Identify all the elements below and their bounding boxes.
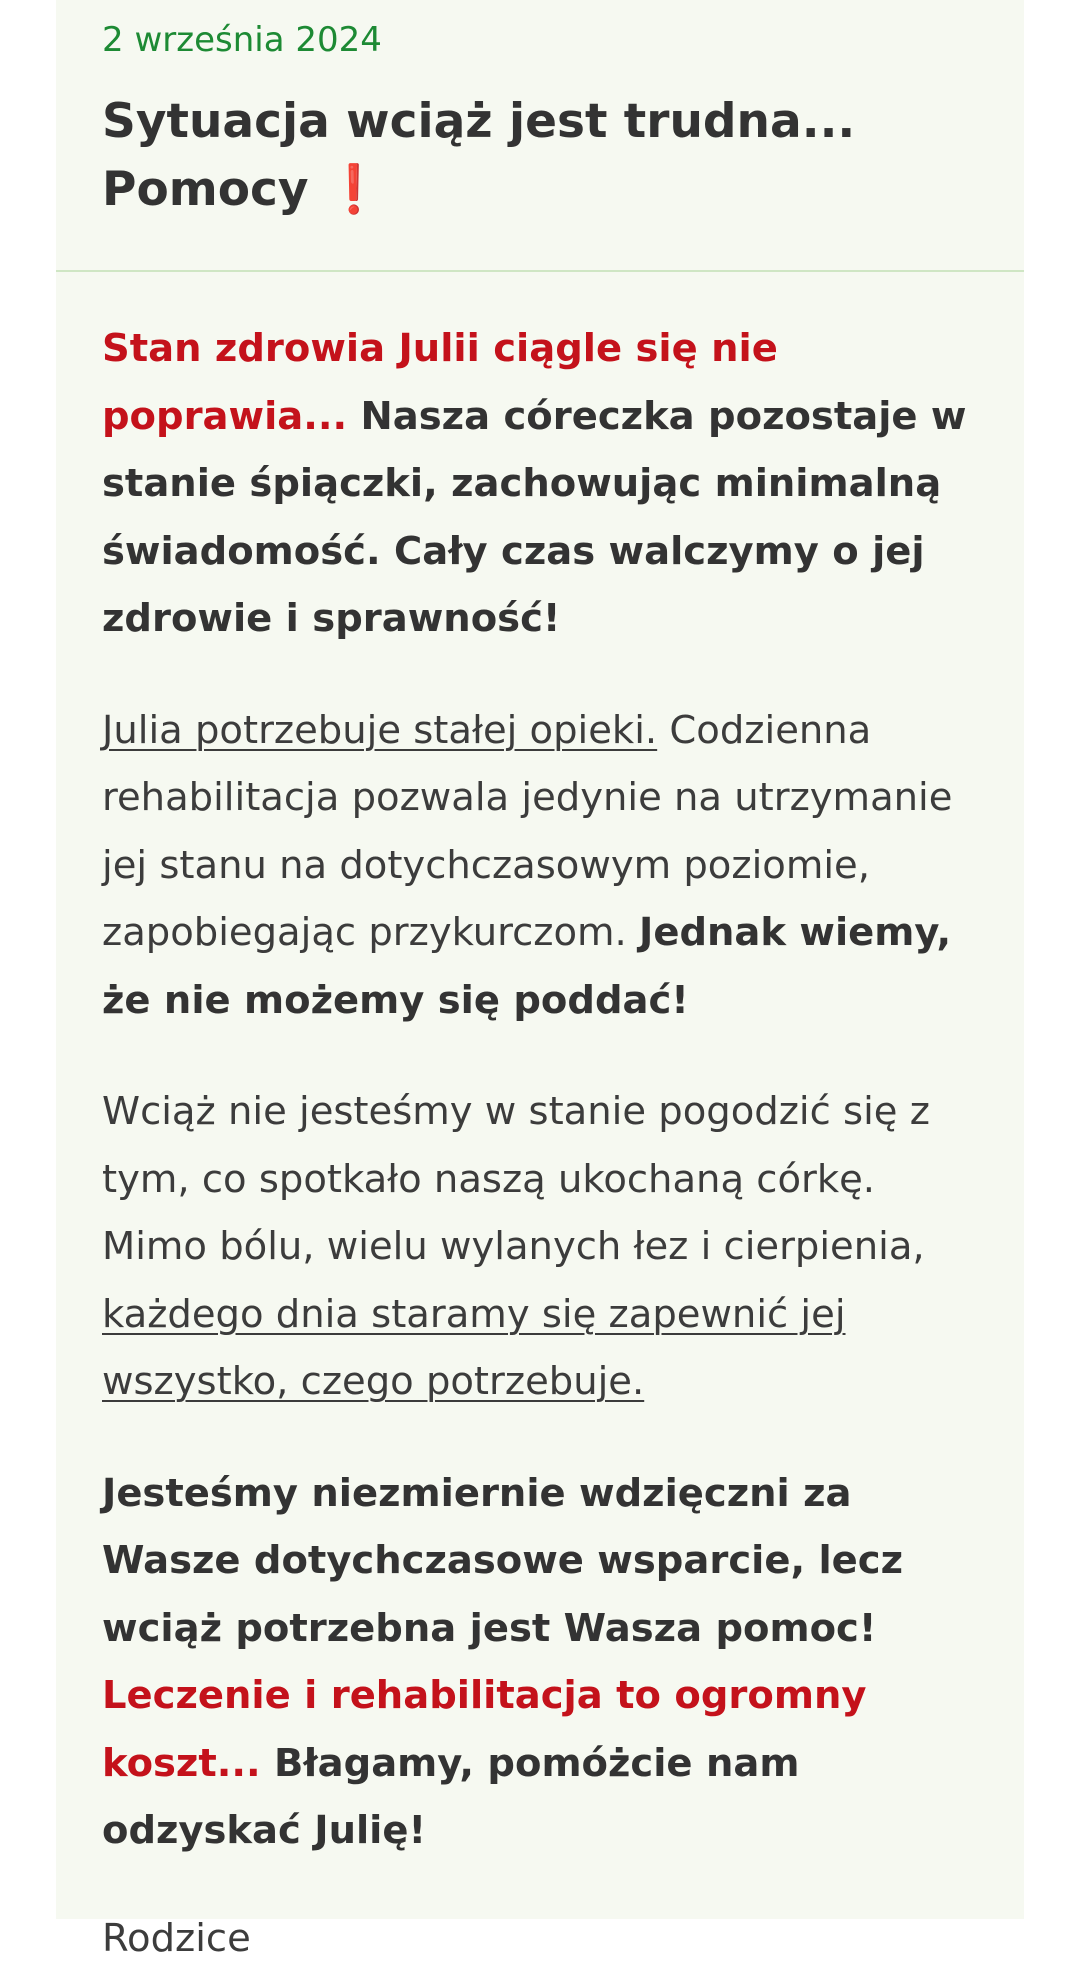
title-line-2: Pomocy xyxy=(102,162,309,217)
title-line-1: Sytuacja wciąż jest trudna... xyxy=(102,94,855,149)
highlight-red-text: Leczenie i rehabilitacja to ogromny koszt... xyxy=(102,1673,866,1786)
paragraph-4 xyxy=(102,1460,992,1865)
plain-text: Wciąż nie jesteśmy w stanie pogodzić się z tym, co spotkało naszą ukochaną córkę. Mimo bólu, wielu wylanych łez i cierpienia, xyxy=(102,1089,930,1269)
bold-text: Nasza córeczka pozostaje w stanie śpiączki, zachowując minimalną świadomość. Cały czas walczymy o jej zdrowie i sprawność! xyxy=(102,394,967,642)
update-title xyxy=(102,88,982,224)
update-header xyxy=(56,0,1024,272)
bold-text: Jesteśmy niezmiernie wdzięczni za Wasze dotychczasowe wsparcie, lecz wciąż potrzebna jest Wasza pomoc! xyxy=(102,1471,903,1651)
bold-text: Błagamy, pomóżcie nam odzyskać Julię! xyxy=(102,1741,799,1854)
highlight-red-text: Stan zdrowia Julii ciągle się nie poprawia... xyxy=(102,326,778,439)
exclamation-icon: ❗ xyxy=(325,162,384,217)
plain-text: Codzienna rehabilitacja pozwala jedynie na utrzymanie jej stanu na dotychczasowym poziomie, zapobiegając przykurczom. xyxy=(102,708,952,956)
paragraph-3 xyxy=(102,1078,992,1416)
update-card xyxy=(56,0,1024,1919)
underlined-text: Julia potrzebuje stałej opieki. xyxy=(102,708,657,753)
update-date: 2 września 2024 xyxy=(102,18,382,62)
bold-text: Jednak wiemy, że nie możemy się poddać! xyxy=(102,910,951,1023)
signature: Rodzice xyxy=(102,1905,992,1972)
underlined-text: każdego dnia staramy się zapewnić jej wszystko, czego potrzebuje. xyxy=(102,1292,846,1405)
paragraph-2 xyxy=(102,697,992,1035)
update-body xyxy=(102,315,992,1972)
paragraph-1 xyxy=(102,315,992,653)
